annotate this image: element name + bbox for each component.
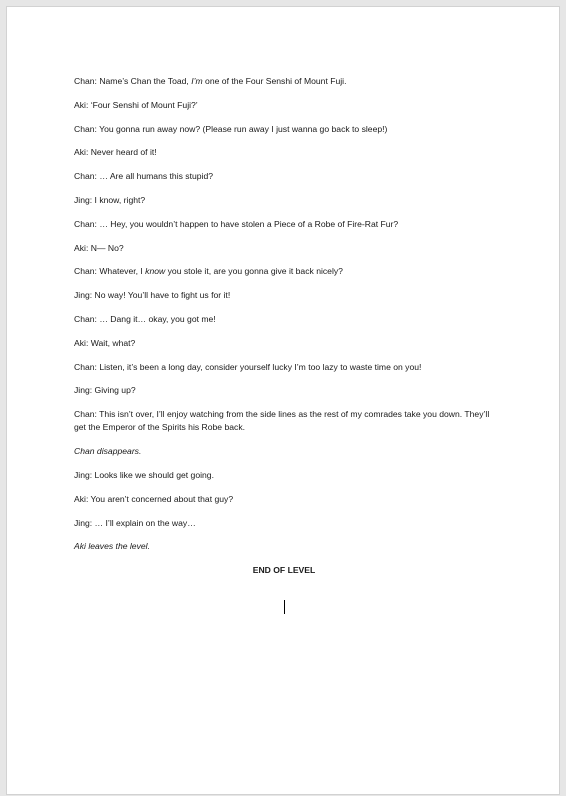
paragraph-20: Aki leaves the level. <box>74 541 150 552</box>
paragraph-6: Jing: I know, right? <box>74 194 146 205</box>
paragraph-9: Chan: Whatever, I know you stole it, are you gonna give it back nicely? <box>74 266 343 277</box>
paragraph-3: Chan: You gonna run away now? (Please run away I just wanna go back to sleep!) <box>74 123 388 134</box>
paragraph-13: Chan: Listen, it’s been a long day, consider yourself lucky I’m too lazy to waste time on you! <box>74 361 422 372</box>
paragraph-1: Chan: Name’s Chan the Toad, I’m one of the Four Senshi of Mount Fuji. <box>74 76 347 86</box>
text-cursor <box>284 600 285 614</box>
paragraph-19: Jing: … I’ll explain on the way… <box>74 517 196 528</box>
paragraph-17: Jing: Looks like we should get going. <box>74 469 214 480</box>
document-page[interactable] <box>7 7 559 794</box>
paragraph-8: Aki: N— No? <box>74 242 124 253</box>
paragraph-5: Chan: … Are all humans this stupid? <box>74 171 214 182</box>
paragraph-12: Aki: Wait, what? <box>74 337 136 348</box>
paragraph-11: Chan: … Dang it… okay, you got me! <box>74 313 216 324</box>
paragraph-4: Aki: Never heard of it! <box>74 147 157 158</box>
paragraph-15: Chan: This isn’t over, I’ll enjoy watching from the side lines as the rest of my comrades take you down. They’ll get the Emperor of the Spirits his Robe back. <box>74 409 490 433</box>
end-of-level-heading: END OF LEVEL <box>252 565 316 576</box>
paragraph-2: Aki: ‘Four Senshi of Mount Fuji?’ <box>74 99 198 110</box>
paragraph-10: Jing: No way! You’ll have to fight us for it! <box>74 290 231 301</box>
document-body[interactable] <box>74 75 494 588</box>
paragraph-14: Jing: Giving up? <box>74 385 136 396</box>
paragraph-16: Chan disappears. <box>74 446 142 457</box>
paragraph-18: Aki: You aren’t concerned about that guy? <box>74 493 234 504</box>
paragraph-7: Chan: … Hey, you wouldn’t happen to have stolen a Piece of a Robe of Fire-Rat Fur? <box>74 218 399 229</box>
